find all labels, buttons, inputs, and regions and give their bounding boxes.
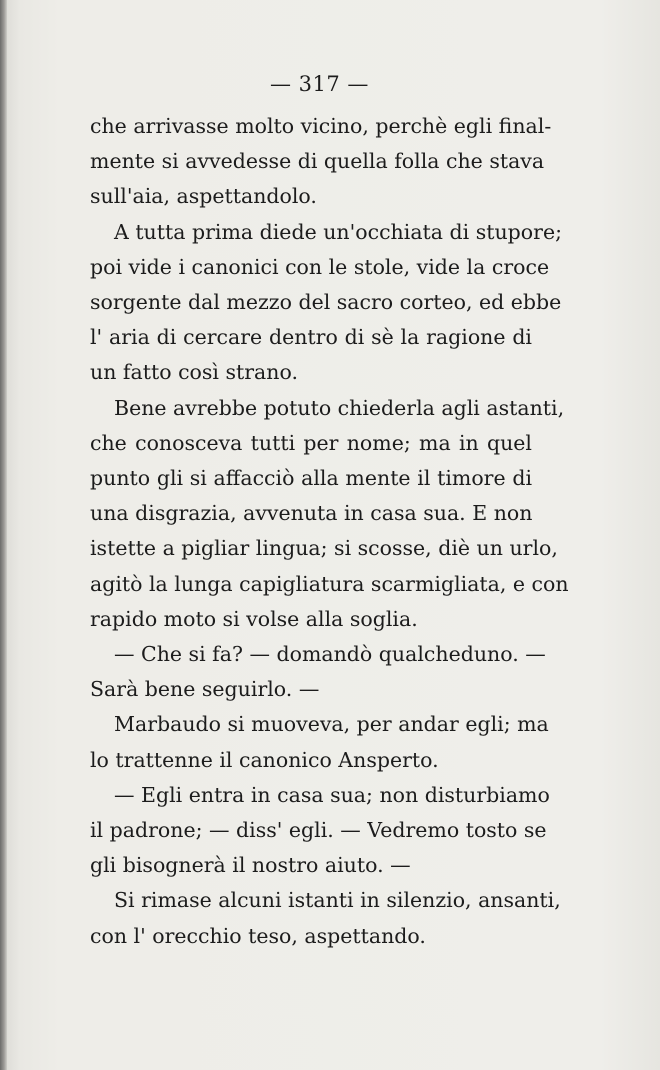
text-line: Bene avrebbe potuto chiederla agli astanti, bbox=[114, 395, 565, 420]
text-line: istette a pigliar lingua; si scosse, diè un urlo, bbox=[90, 536, 558, 561]
text-line: poi vide i canonici con le stole, vide la croce bbox=[90, 254, 550, 279]
text-line: agitò la lunga capigliatura scarmigliata, e con bbox=[90, 571, 569, 596]
text-line: A tutta prima diede un'occhiata di stupore; bbox=[114, 219, 562, 244]
text-line: sull'aia, aspettandolo. bbox=[90, 184, 317, 209]
text-line: con l' orecchio teso, aspettando. bbox=[90, 923, 426, 948]
text-line: Marbaudo si muoveva, per andar egli; ma bbox=[114, 712, 549, 737]
text-line: che arrivasse molto vicino, perchè egli final- bbox=[90, 114, 552, 138]
page-number: — 317 — bbox=[270, 72, 369, 96]
text-line: Sarà bene seguirlo. — bbox=[90, 677, 320, 702]
book-spine-shadow bbox=[0, 0, 7, 1070]
text-line: — Egli entra in casa sua; non disturbiamo bbox=[114, 782, 550, 807]
text-line: Si rimase alcuni istanti in silenzio, ansanti, bbox=[114, 888, 561, 913]
text-line: rapido moto si volse alla soglia. bbox=[90, 606, 418, 631]
text-line: un fatto così strano. bbox=[90, 360, 298, 385]
text-line: lo trattenne il canonico Ansperto. bbox=[90, 747, 439, 772]
text-line: l' aria di cercare dentro di sè la ragione di bbox=[90, 325, 532, 350]
text-line: che conosceva tutti per nome; ma in quel bbox=[90, 430, 532, 455]
page-body-text bbox=[90, 109, 569, 954]
text-line: sorgente dal mezzo del sacro corteo, ed ebbe bbox=[90, 290, 562, 315]
text-line: il padrone; — diss' egli. — Vedremo tosto se bbox=[90, 818, 547, 843]
text-line: gli bisognerà il nostro aiuto. — bbox=[90, 853, 411, 878]
text-line: punto gli si affacciò alla mente il timore di bbox=[90, 466, 532, 491]
text-line: — Che si fa? — domandò qualcheduno. — bbox=[114, 642, 546, 667]
text-line: mente si avvedesse di quella folla che stava bbox=[90, 149, 545, 174]
text-line: una disgrazia, avvenuta in casa sua. E non bbox=[90, 501, 533, 526]
